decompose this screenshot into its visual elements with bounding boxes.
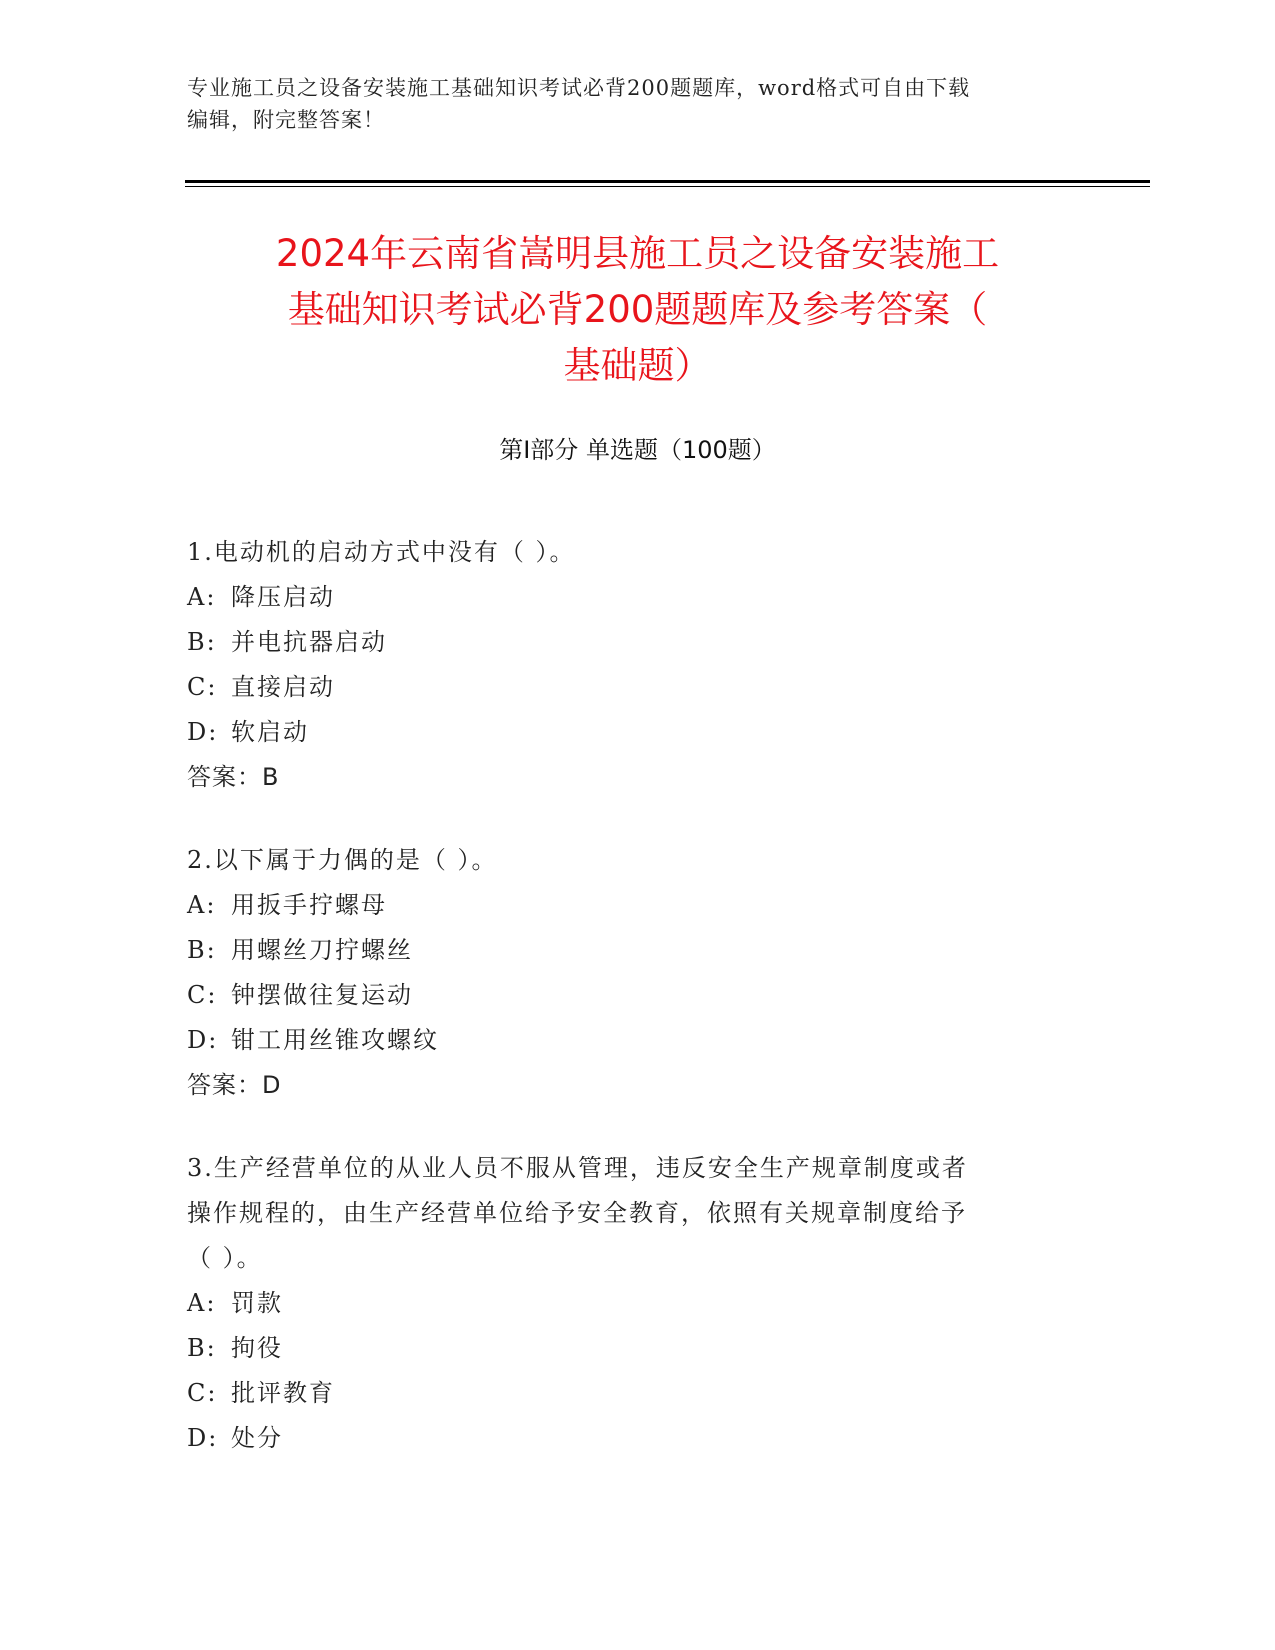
option-text: 钟摆做往复运动 (231, 981, 413, 1009)
header-note-line-2: 编辑，附完整答案！ (187, 108, 385, 132)
option-key: C: (187, 1379, 218, 1407)
question-stem-line-2: 操作规程的，由生产经营单位给予安全教育，依照有关规章制度给予 (187, 1199, 967, 1227)
option-c (187, 665, 1067, 710)
question-2 (187, 838, 1067, 1108)
option-key: A: (187, 891, 217, 919)
question-1 (187, 530, 1067, 800)
header-divider-thick (185, 180, 1150, 183)
header-note (187, 72, 1067, 136)
option-c (187, 973, 1067, 1018)
option-c (187, 1371, 1067, 1416)
option-text: 用扳手拧螺母 (231, 891, 387, 919)
option-key: B: (187, 628, 217, 656)
option-key: A: (187, 583, 217, 611)
option-key: A: (187, 1289, 217, 1317)
option-text: 降压启动 (231, 583, 335, 611)
answer-line: 答案：D (187, 1071, 282, 1099)
document-title (185, 226, 1090, 394)
answer-line: 答案：B (187, 763, 280, 791)
option-key: C: (187, 981, 218, 1009)
option-text: 罚款 (231, 1289, 283, 1317)
option-a (187, 1281, 1067, 1326)
header-note-line-1: 专业施工员之设备安装施工基础知识考试必背200题题库，word格式可自由下载 (187, 76, 971, 100)
option-text: 直接启动 (231, 673, 335, 701)
question-stem-line-3: （ ）。 (187, 1244, 263, 1272)
option-text: 拘役 (231, 1334, 283, 1362)
option-key: C: (187, 673, 218, 701)
option-d (187, 710, 1067, 755)
option-text: 钳工用丝锥攻螺纹 (231, 1026, 439, 1054)
document-title-line-3: 基础题） (563, 344, 712, 387)
option-d (187, 1018, 1067, 1063)
question-list (187, 530, 1067, 1499)
section-heading: 第Ⅰ部分 单选题（100题） (499, 436, 776, 464)
question-stem-line-1: 3.生产经营单位的从业人员不服从管理，违反安全生产规章制度或者 (187, 1154, 968, 1182)
option-a (187, 575, 1067, 620)
header-divider-thin (185, 186, 1150, 187)
question-stem: 1.电动机的启动方式中没有（ ）。 (187, 538, 576, 566)
option-d (187, 1416, 1067, 1461)
option-key: D: (187, 718, 219, 746)
option-key: D: (187, 1424, 219, 1452)
question-3 (187, 1146, 1067, 1461)
option-key: B: (187, 1334, 217, 1362)
document-title-line-2: 基础知识考试必背200题题库及参考答案（ (287, 288, 988, 331)
option-a (187, 883, 1067, 928)
option-text: 用螺丝刀拧螺丝 (231, 936, 413, 964)
option-text: 并电抗器启动 (231, 628, 387, 656)
question-stem: 2.以下属于力偶的是（ ）。 (187, 846, 498, 874)
option-text: 批评教育 (231, 1379, 335, 1407)
option-text: 处分 (231, 1424, 283, 1452)
option-key: B: (187, 936, 217, 964)
option-b (187, 620, 1067, 665)
option-key: D: (187, 1026, 219, 1054)
option-b (187, 1326, 1067, 1371)
document-title-line-1: 2024年云南省嵩明县施工员之设备安装施工 (275, 232, 1000, 275)
option-text: 软启动 (231, 718, 309, 746)
option-b (187, 928, 1067, 973)
